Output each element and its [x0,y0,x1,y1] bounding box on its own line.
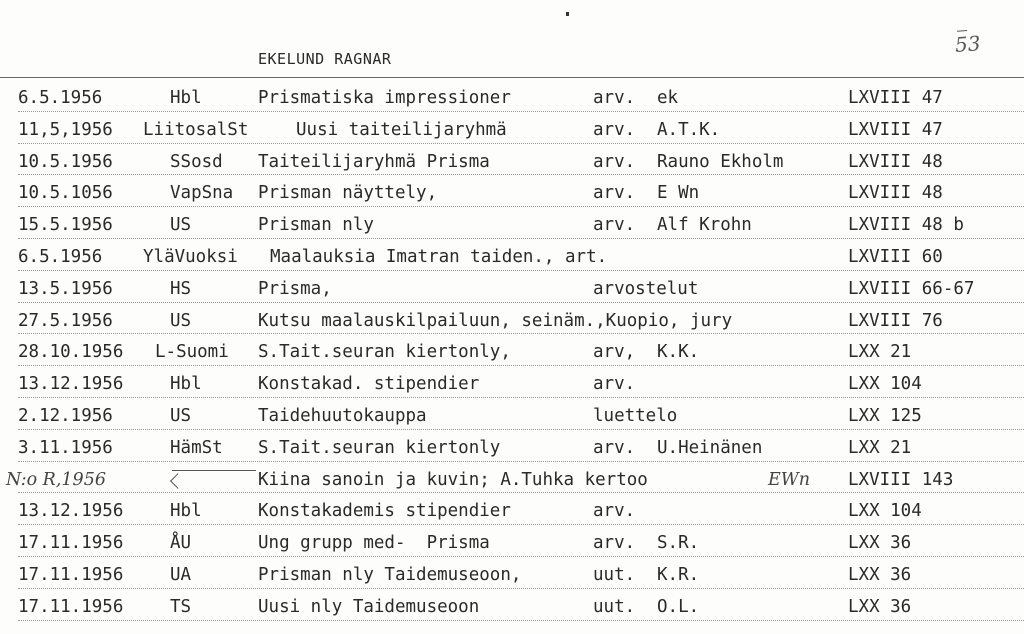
page-number: 53 [954,31,982,57]
entry-ref: LXX 21 [848,342,912,363]
entry-source: Hbl [170,374,202,395]
entry-source: Hbl [170,88,202,108]
entry-ref: LXVIII 66-67 [848,278,975,299]
entry-ref: LXX 21 [848,437,912,458]
entry-ref: LXVIII 48 b [848,215,964,236]
entry-title: Konstakademis stipendier [258,501,511,522]
entry-row [0,209,1024,241]
entry-source: YläVuoksi [143,246,238,267]
entry-row [0,305,1024,337]
entry-type: luettelo [593,405,678,426]
entry-source: US [170,215,192,236]
entry-author: K.K. [657,342,700,363]
entry-author: A.T.K. [657,119,721,140]
entry-ref: LXX 36 [848,596,912,617]
entry-title: Maalauksia Imatran taiden., art. [270,246,608,267]
arrow-left-icon [172,470,256,471]
entry-date: 10.5.1056 [18,183,113,204]
entry-title: Kutsu maalauskilpailuun, seinäm.,Kuopio, jury [258,310,733,331]
entry-row [0,114,1024,146]
entry-ref: LXVIII 143 [848,469,954,490]
entry-source: VapSna [170,183,234,204]
entry-source: TS [170,596,192,617]
entry-title: Uusi nly Taidemuseoon [258,596,480,617]
entry-type: arv. [593,88,636,108]
entry-type: arv. [593,119,636,140]
entry-row [0,495,1024,527]
entry-date: 13.12.1956 [18,374,124,395]
entry-title: Prismatiska impressioner [258,88,511,108]
entry-source: LiitosalSt [143,119,249,140]
entry-title: S.Tait.seuran kiertonly [258,437,501,458]
entry-source: HS [170,278,192,299]
entry-row [0,400,1024,432]
entry-source: HämSt [170,437,223,458]
entry-ref: LXVIII 47 [848,119,943,140]
entry-date: 2.12.1956 [18,405,113,426]
entry-type: arv. [593,215,636,236]
entry-source: Hbl [170,501,202,522]
entry-type: arv. [593,533,636,554]
entry-date: 17.11.1956 [18,564,124,585]
entry-type: arv. [593,374,636,395]
entry-row [0,273,1024,305]
entry-type: arv. [593,501,636,522]
entry-row [0,464,1024,496]
entry-ref: LXX 36 [848,564,912,585]
entry-author: Rauno Ekholm [657,151,784,172]
entry-row [0,82,1024,114]
entry-row [0,368,1024,400]
entry-date: 6.5.1956 [18,88,103,108]
entry-source: L-Suomi [155,342,229,363]
entry-date: 11,5,1956 [18,119,113,140]
entry-ref: LXVIII 48 [848,151,943,172]
entry-ref: LXVIII 60 [848,246,943,267]
entry-date: 17.11.1956 [18,596,124,617]
entry-title: S.Tait.seuran kiertonly, [258,342,511,363]
entry-type: arv. [593,437,636,458]
entry-title: Ung grupp med- Prisma [258,533,490,554]
ink-dot [566,12,569,16]
entry-date: N:o R,1956 [6,469,106,490]
entry-author: E Wn [657,183,700,204]
entry-type: uut. [593,596,636,617]
entry-type: arvostelut [593,278,699,299]
entry-ref: LXVIII 76 [848,310,943,331]
entry-row [0,432,1024,464]
entry-author: EWn [768,469,811,490]
entry-title: Prisman nly [258,215,374,236]
entry-author: S.R. [657,533,700,554]
entry-date: 27.5.1956 [18,310,113,331]
entry-title: Prisman näyttely, [258,183,438,204]
entry-source: US [170,310,192,331]
entry-ref: LXVIII 48 [848,183,943,204]
entry-title: Taiteilijaryhmä Prisma [258,151,490,172]
entry-date: 17.11.1956 [18,533,124,554]
entry-source: US [170,405,192,426]
entry-type: arv. [593,151,636,172]
entry-title: Prisman nly Taidemuseoon, [258,564,522,585]
entry-ref: LXX 125 [848,405,922,426]
entry-ref: LXX 104 [848,501,922,522]
entry-date: 3.11.1956 [18,437,113,458]
entry-author: K.R. [657,564,700,585]
entry-author: U.Heinänen [657,437,763,458]
entry-row [0,591,1024,623]
entry-author: O.L. [657,596,700,617]
entry-title: Konstakad. stipendier [258,374,480,395]
entry-type: uut. [593,564,636,585]
entry-date: 15.5.1956 [18,215,113,236]
header-rule [0,77,1024,78]
entry-row [0,559,1024,591]
entry-ref: LXX 104 [848,374,922,395]
entry-row [0,336,1024,368]
entry-source: ÅU [170,533,192,554]
entry-row [0,527,1024,559]
entry-row [0,146,1024,178]
entry-title: Kiina sanoin ja kuvin; A.Tuhka kertoo [258,469,648,490]
entry-row [0,177,1024,209]
entry-ref: LXVIII 47 [848,88,943,108]
entry-author: Alf Krohn [657,215,752,236]
arrow-head-icon [170,473,186,489]
entry-row [0,241,1024,273]
entry-date: 28.10.1956 [18,342,124,363]
entry-date: 6.5.1956 [18,246,103,267]
entry-type: arv, [593,342,636,363]
entry-author: ek [657,88,679,108]
entry-type: arv. [593,183,636,204]
entry-source: UA [170,564,192,585]
entry-source: SSosd [170,151,223,172]
entry-title: Taidehuutokauppa [258,405,427,426]
entry-title: Uusi taiteilijaryhmä [296,119,507,140]
entry-date: 13.12.1956 [18,501,124,522]
entry-title: Prisma, [258,278,332,299]
person-name: EKELUND RAGNAR [258,50,392,68]
entry-ref: LXX 36 [848,533,912,554]
entry-date: 13.5.1956 [18,278,113,299]
entry-list [0,82,1024,623]
entry-date: 10.5.1956 [18,151,113,172]
